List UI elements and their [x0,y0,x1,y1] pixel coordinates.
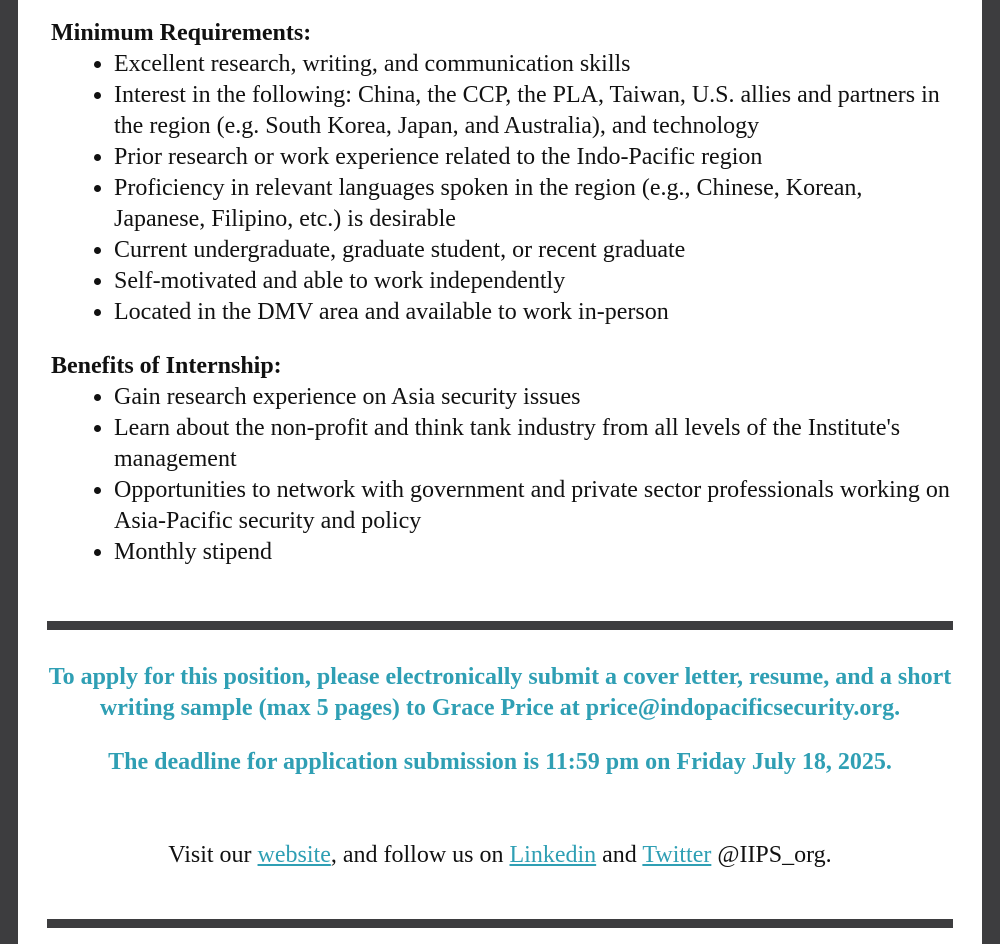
list-item: • Located in the DMV area and available to work in-person [114,297,951,328]
requirements-heading: Minimum Requirements: [51,20,312,46]
content-body [51,18,951,568]
linkedin-link[interactable]: Linkedin [509,842,597,868]
visit-line [47,840,953,871]
list-item: • Current undergraduate, graduate student, or recent graduate [114,235,951,266]
list-item: • Interest in the following: China, the CCP, the PLA, Taiwan, U.S. allies and partners in the region (e.g. South Korea, Japan, and Australia), and technology [114,80,951,142]
list-item: • Opportunities to network with government and private sector professionals working on Asia-Pacific security and policy [114,475,951,537]
requirements-list [51,49,951,328]
list-item: • Prior research or work experience related to the Indo-Pacific region [114,142,951,173]
section-gap [51,328,951,351]
visit-middle: , and follow us on [330,842,510,868]
list-item: • Excellent research, writing, and communication skills [114,49,951,80]
list-item: • Proficiency in relevant languages spoken in the region (e.g., Chinese, Korean, Japanese, Filipino, etc.) is desirable [114,173,951,235]
apply-instructions: To apply for this position, please electronically submit a cover letter, resume, and a short writing sample (max 5 pages) to Grace Price at price@indopacificsecurity.org. [48,664,952,721]
apply-section [47,662,953,778]
list-item: • Self-motivated and able to work independently [114,266,951,297]
twitter-handle: @IIPS_org. [711,842,832,868]
website-link[interactable]: website [257,842,331,868]
divider-top [47,621,953,630]
benefits-heading: Benefits of Internship: [51,353,282,379]
list-item: • Learn about the non-profit and think tank industry from all levels of the Institute's management [114,413,951,475]
benefits-list [51,382,951,568]
visit-and: and [596,842,643,868]
visit-prefix: Visit our [168,842,258,868]
list-item: • Monthly stipend [114,537,951,568]
divider-bottom [47,919,953,928]
twitter-link[interactable]: Twitter [642,842,712,868]
list-item: • Gain research experience on Asia security issues [114,382,951,413]
apply-deadline: The deadline for application submission is 11:59 pm on Friday July 18, 2025. [108,749,892,775]
email-panel [18,0,982,944]
